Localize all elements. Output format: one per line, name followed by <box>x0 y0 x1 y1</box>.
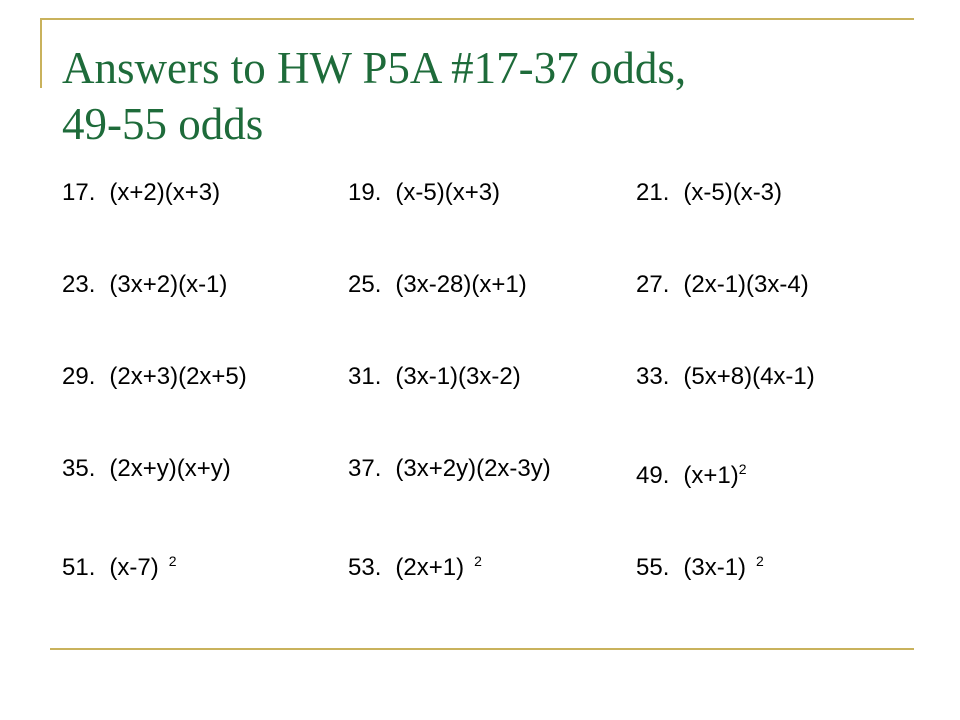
answer-expression: (3x-28)(x+1) <box>395 271 527 298</box>
answer-expression: (2x+y)(x+y) <box>109 455 231 482</box>
answer-number: 25. <box>348 271 382 298</box>
answer-expression: (x+2)(x+3) <box>109 179 221 206</box>
answer-expression: (x+1) <box>683 462 739 489</box>
answer-19 <box>348 168 636 260</box>
answer-number: 29. <box>62 363 96 390</box>
answer-expression: (x-7) <box>109 554 159 581</box>
answer-number: 49. <box>636 462 670 489</box>
answer-number: 37. <box>348 455 382 482</box>
answer-exponent: 2 <box>474 553 482 569</box>
answer-number: 19. <box>348 179 382 206</box>
title-line-1: Answers to HW P5A #17-37 odds, <box>62 43 687 93</box>
answer-expression: (3x+2y)(2x-3y) <box>395 455 551 482</box>
answer-expression: (3x-1) <box>683 554 747 581</box>
answer-number: 55. <box>636 554 670 581</box>
answer-expression: (x-5)(x+3) <box>395 179 501 206</box>
answers-grid <box>62 168 936 628</box>
answer-number: 53. <box>348 554 382 581</box>
answer-53 <box>348 536 636 628</box>
answer-exponent: 2 <box>756 553 764 569</box>
answer-49 <box>636 444 936 536</box>
answer-25 <box>348 260 636 352</box>
answer-23 <box>62 260 348 352</box>
answer-number: 33. <box>636 363 670 390</box>
answer-number: 21. <box>636 179 670 206</box>
answer-expression: (2x+3)(2x+5) <box>109 363 247 390</box>
left-rule <box>40 18 42 88</box>
answer-expression: (x-5)(x-3) <box>683 179 783 206</box>
answer-51 <box>62 536 348 628</box>
answer-17 <box>62 168 348 260</box>
title-line-2: 49-55 odds <box>62 99 264 149</box>
answer-expression: (2x-1)(3x-4) <box>683 271 809 298</box>
answer-number: 35. <box>62 455 96 482</box>
answer-number: 31. <box>348 363 382 390</box>
answer-number: 27. <box>636 271 670 298</box>
answer-number: 23. <box>62 271 96 298</box>
answer-expression: (2x+1) <box>395 554 465 581</box>
answer-33 <box>636 352 936 444</box>
answer-number: 51. <box>62 554 96 581</box>
answer-21 <box>636 168 936 260</box>
answer-37 <box>348 444 636 536</box>
answer-exponent: 2 <box>168 553 177 569</box>
answer-exponent: 2 <box>738 461 747 477</box>
top-rule <box>40 18 914 20</box>
answer-expression: (3x-1)(3x-2) <box>395 363 521 390</box>
answer-55 <box>636 536 936 628</box>
answer-expression: (5x+8)(4x-1) <box>683 363 815 390</box>
slide-title <box>62 40 922 152</box>
answer-29 <box>62 352 348 444</box>
bottom-rule <box>50 648 914 650</box>
answer-expression: (3x+2)(x-1) <box>109 271 228 298</box>
answer-27 <box>636 260 936 352</box>
answer-31 <box>348 352 636 444</box>
answer-number: 17. <box>62 179 96 206</box>
answer-35 <box>62 444 348 536</box>
